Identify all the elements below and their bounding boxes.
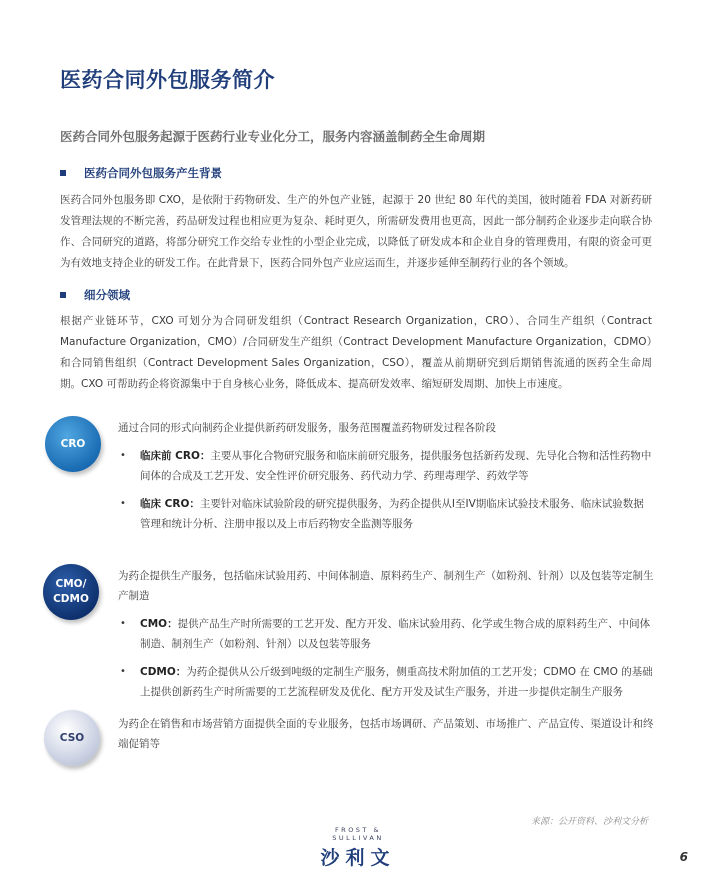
page-number: 6: [679, 850, 688, 864]
list-item: [118, 494, 654, 534]
bullet-dot-icon: •: [120, 666, 126, 677]
list-item: [118, 662, 654, 702]
section-heading-background: [60, 165, 222, 181]
bullet-dot-icon: •: [120, 618, 126, 629]
frost-sullivan-logo: [308, 826, 408, 870]
square-bullet-icon: [60, 170, 66, 176]
section-heading-text: 细分领域: [84, 288, 130, 302]
cmo-intro: 为药企提供生产服务，包括临床试验用药、中间体制造、原料药生产、制剂生产（如粉剂、针剂）以及包装等定制生产制造: [118, 570, 654, 602]
list-item: [118, 446, 654, 486]
cro-block: [118, 418, 654, 534]
cro-badge: CRO: [45, 416, 101, 472]
cro-intro: 通过合同的形式向制药企业提供新药研发服务，服务范围覆盖药物研发过程各阶段: [118, 422, 496, 434]
source-note: 来源：公开资料、沙利文分析: [530, 817, 648, 827]
logo-chinese: 沙利文: [320, 847, 396, 869]
list-item: [118, 614, 654, 654]
bullet-label: 临床 CRO：: [140, 498, 200, 510]
bullet-text: 为药企提供从公斤级到吨级的定制生产服务，侧重高技术附加值的工艺开发；CDMO 在 CMO 的基础上提供创新药生产时所需要的工艺流程研发及优化、配方开发及试生产服务，并进一步提供定制生产服务: [140, 666, 653, 698]
cso-badge: CSO: [44, 710, 100, 766]
cmo-block: [118, 566, 654, 702]
cso-intro: 为药企在销售和市场营销方面提供全面的专业服务，包括市场调研、产品策划、市场推广、产品宣传、渠道设计和终端促销等: [118, 718, 654, 750]
section-heading-segments: [60, 287, 130, 303]
page-title: 医药合同外包服务简介: [60, 68, 275, 92]
bullet-dot-icon: •: [120, 498, 126, 509]
cmo-cdmo-badge: CMO/ CDMO: [43, 564, 99, 620]
bullet-text: 主要从事化合物研究服务和临床前研究服务，提供服务包括新药发现、先导化合物和活性药物中间体的合成及工艺开发、安全性评价研究服务、药代动力学、药理毒理学、药效学等: [140, 450, 652, 482]
page-subtitle: 医药合同外包服务起源于医药行业专业化分工，服务内容涵盖制药全生命周期: [60, 129, 486, 144]
bullet-text: 提供产品生产时所需要的工艺开发、配方开发、临床试验用药、化学或生物合成的原料药生产、中间体制造、制剂生产（如粉剂、针剂）以及包装等服务: [140, 618, 651, 650]
bullet-label: 临床前 CRO：: [140, 450, 211, 462]
bullet-label: CMO：: [140, 618, 178, 630]
background-paragraph: 医药合同外包服务即 CXO，是依附于药物研发、生产的外包产业链，起源于 20 世纪 80 年代的美国，彼时随着 FDA 对新药研发管理法规的不断完善，药品研发过程也相应更为复杂、耗时更久，所需研发费用也更高，因此一部分制药企业逐步走向联合协作、合同研究的道路，将部分研究工作交给专业性的小型企业完成，以降低了研发成本和企业自身的管理费用，有限的资金可更为有效地支持企业的研发工作。在此背景下，医药合同外包产业应运而生，并逐步延伸至制药行业的各个领域。: [60, 194, 652, 269]
cso-block: [118, 714, 654, 754]
segments-paragraph: 根据产业链环节，CXO 可划分为合同研发组织（Contract Research Organization，CRO）、合同生产组织（Contract Manufacture Organization，CMO）/合同研发生产组织（Contract Development Manufacture Organization，CDMO）和合同销售组织（Contract Development Sales Organization，CSO），覆盖从前期研究到后期销售流通的医药全生命周期。CXO 可帮助药企将资源集中于自身核心业务，降低成本、提高研发效率、缩短研发周期、加快上市速度。: [60, 315, 652, 390]
section-heading-text: 医药合同外包服务产生背景: [84, 166, 222, 180]
bullet-text: 主要针对临床试验阶段的研究提供服务，为药企提供从I至IV期临床试验技术服务、临床试验数据管理和统计分析、注册申报以及上市后药物安全监测等服务: [140, 498, 644, 530]
logo-english: FROST & SULLIVAN: [332, 826, 384, 842]
bullet-dot-icon: •: [120, 450, 126, 461]
bullet-label: CDMO：: [140, 666, 187, 678]
square-bullet-icon: [60, 292, 66, 298]
